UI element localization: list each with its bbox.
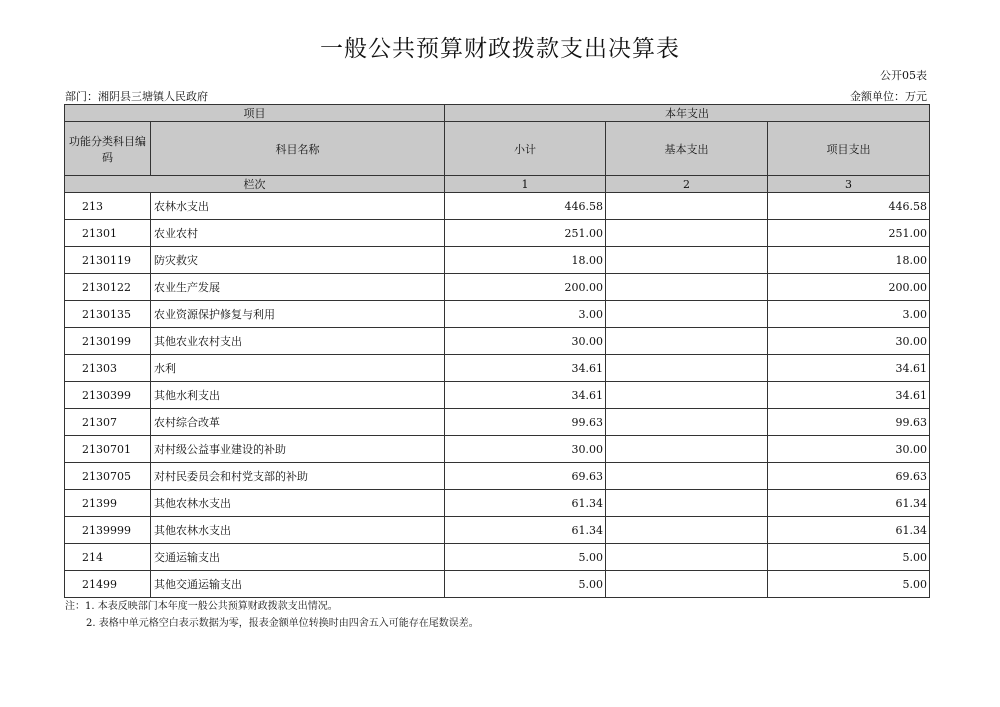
table-row — [65, 571, 930, 598]
subtotal-cell: 34.61 — [445, 382, 606, 409]
func-code-cell: 21499 — [65, 571, 151, 598]
table-row — [65, 328, 930, 355]
form-code: 公开05表 — [880, 69, 927, 82]
basic-expense-cell — [606, 517, 768, 544]
project-expense-cell: 3.00 — [768, 301, 930, 328]
table-row — [65, 355, 930, 382]
note-1: 注：1. 本表反映部门本年度一般公共预算财政拨款支出情况。 — [65, 601, 338, 612]
basic-expense-cell — [606, 544, 768, 571]
table-row — [65, 490, 930, 517]
subject-name-cell: 农业农村 — [151, 220, 445, 247]
table-row — [65, 220, 930, 247]
subtotal-cell: 200.00 — [445, 274, 606, 301]
basic-expense-cell — [606, 328, 768, 355]
project-expense-cell: 34.61 — [768, 382, 930, 409]
subject-name-cell: 农村综合改革 — [151, 409, 445, 436]
subject-name-cell: 交通运输支出 — [151, 544, 445, 571]
subtotal-cell: 69.63 — [445, 463, 606, 490]
func-code-cell: 2130399 — [65, 382, 151, 409]
subject-name-cell: 其他农林水支出 — [151, 490, 445, 517]
subject-name-cell: 其他水利支出 — [151, 382, 445, 409]
func-code-cell: 2130135 — [65, 301, 151, 328]
basic-expense-cell — [606, 355, 768, 382]
func-code-cell: 2130119 — [65, 247, 151, 274]
subtotal-cell: 61.34 — [445, 517, 606, 544]
header-project-expense: 项目支出 — [768, 122, 930, 176]
table-row — [65, 247, 930, 274]
subtotal-cell: 3.00 — [445, 301, 606, 328]
table-row — [65, 463, 930, 490]
project-expense-cell: 69.63 — [768, 463, 930, 490]
basic-expense-cell — [606, 463, 768, 490]
subtotal-cell: 99.63 — [445, 409, 606, 436]
basic-expense-cell — [606, 490, 768, 517]
project-expense-cell: 5.00 — [768, 544, 930, 571]
table-row — [65, 544, 930, 571]
project-expense-cell: 99.63 — [768, 409, 930, 436]
func-code-cell: 2139999 — [65, 517, 151, 544]
header-col-3: 3 — [768, 176, 930, 193]
func-code-cell: 21301 — [65, 220, 151, 247]
basic-expense-cell — [606, 436, 768, 463]
basic-expense-cell — [606, 274, 768, 301]
subject-name-cell: 农林水支出 — [151, 193, 445, 220]
subtotal-cell: 5.00 — [445, 544, 606, 571]
amount-unit-label: 金额单位：万元 — [850, 90, 927, 103]
table-row — [65, 436, 930, 463]
basic-expense-cell — [606, 571, 768, 598]
subtotal-cell: 5.00 — [445, 571, 606, 598]
table-row — [65, 274, 930, 301]
header-basic-expense: 基本支出 — [606, 122, 768, 176]
subtotal-cell: 18.00 — [445, 247, 606, 274]
expenditure-table — [64, 104, 930, 598]
table-row — [65, 193, 930, 220]
header-column-index: 栏次 — [65, 176, 445, 193]
func-code-cell: 2130705 — [65, 463, 151, 490]
project-expense-cell: 5.00 — [768, 571, 930, 598]
subject-name-cell: 其他农业农村支出 — [151, 328, 445, 355]
func-code-cell: 214 — [65, 544, 151, 571]
project-expense-cell: 30.00 — [768, 328, 930, 355]
table-row — [65, 301, 930, 328]
page-title: 一般公共预算财政拨款支出决算表 — [320, 36, 680, 62]
header-col-2: 2 — [606, 176, 768, 193]
func-code-cell: 21307 — [65, 409, 151, 436]
subtotal-cell: 34.61 — [445, 355, 606, 382]
subject-name-cell: 农业资源保护修复与利用 — [151, 301, 445, 328]
table-row — [65, 409, 930, 436]
project-expense-cell: 200.00 — [768, 274, 930, 301]
header-subject-name: 科目名称 — [151, 122, 445, 176]
subtotal-cell: 30.00 — [445, 328, 606, 355]
subtotal-cell: 251.00 — [445, 220, 606, 247]
basic-expense-cell — [606, 220, 768, 247]
func-code-cell: 213 — [65, 193, 151, 220]
subject-name-cell: 对村级公益事业建设的补助 — [151, 436, 445, 463]
table-row — [65, 382, 930, 409]
func-code-cell: 21399 — [65, 490, 151, 517]
header-project: 项目 — [65, 105, 445, 122]
subtotal-cell: 30.00 — [445, 436, 606, 463]
subtotal-cell: 446.58 — [445, 193, 606, 220]
subtotal-cell: 61.34 — [445, 490, 606, 517]
project-expense-cell: 446.58 — [768, 193, 930, 220]
note-2: 2. 表格中单元格空白表示数据为零，报表金额单位转换时由四舍五入可能存在尾数误差。 — [86, 618, 479, 629]
project-expense-cell: 34.61 — [768, 355, 930, 382]
header-subtotal: 小计 — [445, 122, 606, 176]
subject-name-cell: 对村民委员会和村党支部的补助 — [151, 463, 445, 490]
basic-expense-cell — [606, 193, 768, 220]
func-code-cell: 21303 — [65, 355, 151, 382]
header-func-code: 功能分类科目编码 — [65, 122, 151, 176]
project-expense-cell: 30.00 — [768, 436, 930, 463]
basic-expense-cell — [606, 247, 768, 274]
subject-name-cell: 其他农林水支出 — [151, 517, 445, 544]
func-code-cell: 2130701 — [65, 436, 151, 463]
project-expense-cell: 61.34 — [768, 490, 930, 517]
basic-expense-cell — [606, 301, 768, 328]
project-expense-cell: 61.34 — [768, 517, 930, 544]
department-label: 部门：湘阴县三塘镇人民政府 — [65, 90, 208, 103]
notes — [65, 598, 479, 632]
project-expense-cell: 251.00 — [768, 220, 930, 247]
subject-name-cell: 农业生产发展 — [151, 274, 445, 301]
basic-expense-cell — [606, 382, 768, 409]
subject-name-cell: 防灾救灾 — [151, 247, 445, 274]
func-code-cell: 2130122 — [65, 274, 151, 301]
subject-name-cell: 其他交通运输支出 — [151, 571, 445, 598]
header-col-1: 1 — [445, 176, 606, 193]
func-code-cell: 2130199 — [65, 328, 151, 355]
table-row — [65, 517, 930, 544]
basic-expense-cell — [606, 409, 768, 436]
header-current-year-expense: 本年支出 — [445, 105, 930, 122]
subject-name-cell: 水利 — [151, 355, 445, 382]
project-expense-cell: 18.00 — [768, 247, 930, 274]
